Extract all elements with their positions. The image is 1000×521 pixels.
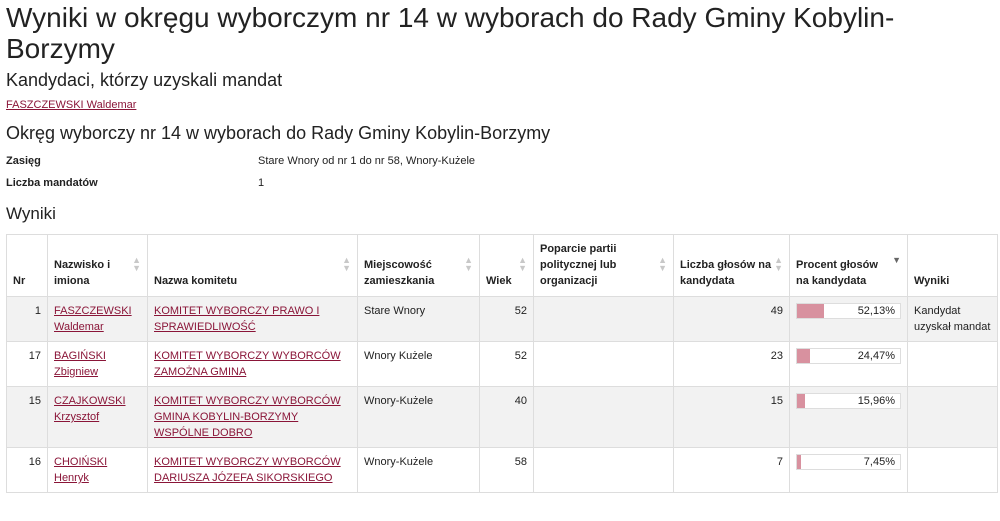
committee-link[interactable]: KOMITET WYBORCZY WYBORCÓW GMINA KOBYLIN-BORZYMY WSPÓLNE DOBRO	[154, 395, 341, 439]
cell-nr: 1	[7, 297, 48, 342]
cell-percent	[790, 387, 908, 448]
sort-arrows-icon: ▲ ▼	[774, 255, 783, 273]
results-heading: Wyniki	[6, 204, 56, 223]
sort-arrows-icon: ▲ ▼	[132, 255, 141, 273]
percent-bar-fill	[797, 455, 801, 469]
cell-percent	[790, 342, 908, 387]
col-header-residence[interactable]: Miejscowość zamieszkania ▲ ▼	[358, 235, 480, 297]
table-header-row	[7, 235, 998, 297]
range-value: Stare Wnory od nr 1 do nr 58, Wnory-Kużele	[258, 155, 476, 167]
col-header-support[interactable]: Poparcie partii politycznej lub organizacji ▲ ▼	[534, 235, 674, 297]
committee-link[interactable]: KOMITET WYBORCZY WYBORCÓW ZAMOŻNA GMINA	[154, 350, 341, 378]
table-row	[7, 448, 998, 493]
percent-text: 7,45%	[863, 456, 895, 468]
cell-age: 58	[480, 448, 534, 493]
candidate-link[interactable]: FASZCZEWSKI Waldemar	[54, 305, 132, 333]
cell-votes: 15	[674, 387, 790, 448]
cell-committee	[148, 448, 358, 493]
sort-arrows-icon: ▲ ▼	[342, 255, 351, 273]
page-title: Wyniki w okręgu wyborczym nr 14 w wyborach do Rady Gminy Kobylin-Borzymy	[6, 2, 895, 64]
committee-link[interactable]: KOMITET WYBORCZY WYBORCÓW DARIUSZA JÓZEFA SIKORSKIEGO	[154, 456, 341, 484]
cell-result	[908, 448, 998, 493]
cell-committee	[148, 297, 358, 342]
col-header-votes[interactable]: Liczba głosów na kandydata ▲ ▼	[674, 235, 790, 297]
table-row	[7, 342, 998, 387]
sort-arrows-icon: ▲ ▼	[464, 255, 473, 273]
cell-residence: Wnory Kużele	[358, 342, 480, 387]
col-header-percent[interactable]: Procent głosów na kandydata ▼	[790, 235, 908, 297]
cell-residence: Stare Wnory	[358, 297, 480, 342]
cell-name	[48, 342, 148, 387]
cell-support	[534, 387, 674, 448]
percent-bar	[796, 454, 901, 470]
cell-residence: Wnory-Kużele	[358, 387, 480, 448]
mandates-heading: Kandydaci, którzy uzyskali mandat	[6, 70, 283, 90]
percent-bar-fill	[797, 394, 805, 408]
col-header-committee[interactable]: Nazwa komitetu ▲ ▼	[148, 235, 358, 297]
cell-committee	[148, 342, 358, 387]
percent-bar-fill	[797, 349, 810, 363]
cell-votes: 49	[674, 297, 790, 342]
cell-nr: 17	[7, 342, 48, 387]
candidate-link[interactable]: CHOIŃSKI Henryk	[54, 456, 108, 484]
cell-votes: 7	[674, 448, 790, 493]
cell-votes: 23	[674, 342, 790, 387]
cell-residence: Wnory-Kużele	[358, 448, 480, 493]
mandates-value: 1	[258, 177, 265, 189]
cell-percent	[790, 448, 908, 493]
info-row-range	[6, 150, 994, 172]
col-header-age[interactable]: Wiek ▲ ▼	[480, 235, 534, 297]
sort-arrows-icon: ▲ ▼	[658, 255, 667, 273]
percent-text: 52,13%	[857, 305, 895, 317]
table-row	[7, 387, 998, 448]
percent-bar	[796, 393, 901, 409]
cell-name	[48, 448, 148, 493]
sort-desc-icon: ▼	[892, 255, 901, 265]
cell-result	[908, 387, 998, 448]
percent-bar-fill	[797, 304, 824, 318]
sort-arrows-icon: ▲ ▼	[518, 255, 527, 273]
cell-support	[534, 448, 674, 493]
cell-age: 52	[480, 342, 534, 387]
percent-bar	[796, 303, 901, 319]
cell-support	[534, 297, 674, 342]
percent-text: 24,47%	[857, 350, 895, 362]
table-row	[7, 297, 998, 342]
elected-candidate-link[interactable]: FASZCZEWSKI Waldemar	[6, 99, 137, 111]
cell-name	[48, 387, 148, 448]
candidate-link[interactable]: BAGIŃSKI Zbigniew	[54, 350, 106, 378]
percent-text: 15,96%	[857, 395, 895, 407]
cell-result: Kandydat uzyskał mandat	[908, 297, 998, 342]
candidate-link[interactable]: CZAJKOWSKI Krzysztof	[54, 395, 126, 423]
cell-nr: 15	[7, 387, 48, 448]
committee-link[interactable]: KOMITET WYBORCZY PRAWO I SPRAWIEDLIWOŚĆ	[154, 305, 320, 333]
mandates-label: Liczba mandatów	[6, 177, 98, 189]
cell-nr: 16	[7, 448, 48, 493]
percent-bar	[796, 348, 901, 364]
cell-age: 40	[480, 387, 534, 448]
cell-support	[534, 342, 674, 387]
range-label: Zasięg	[6, 155, 41, 167]
col-header-nr[interactable]: Nr	[7, 235, 48, 297]
cell-committee	[148, 387, 358, 448]
district-info	[6, 150, 994, 194]
cell-percent	[790, 297, 908, 342]
cell-age: 52	[480, 297, 534, 342]
col-header-name[interactable]: Nazwisko i imiona ▲ ▼	[48, 235, 148, 297]
col-header-result[interactable]: Wyniki	[908, 235, 998, 297]
cell-result	[908, 342, 998, 387]
info-row-mandates	[6, 172, 994, 194]
cell-name	[48, 297, 148, 342]
district-heading: Okręg wyborczy nr 14 w wyborach do Rady Gminy Kobylin-Borzymy	[6, 123, 551, 143]
results-table	[6, 234, 998, 493]
